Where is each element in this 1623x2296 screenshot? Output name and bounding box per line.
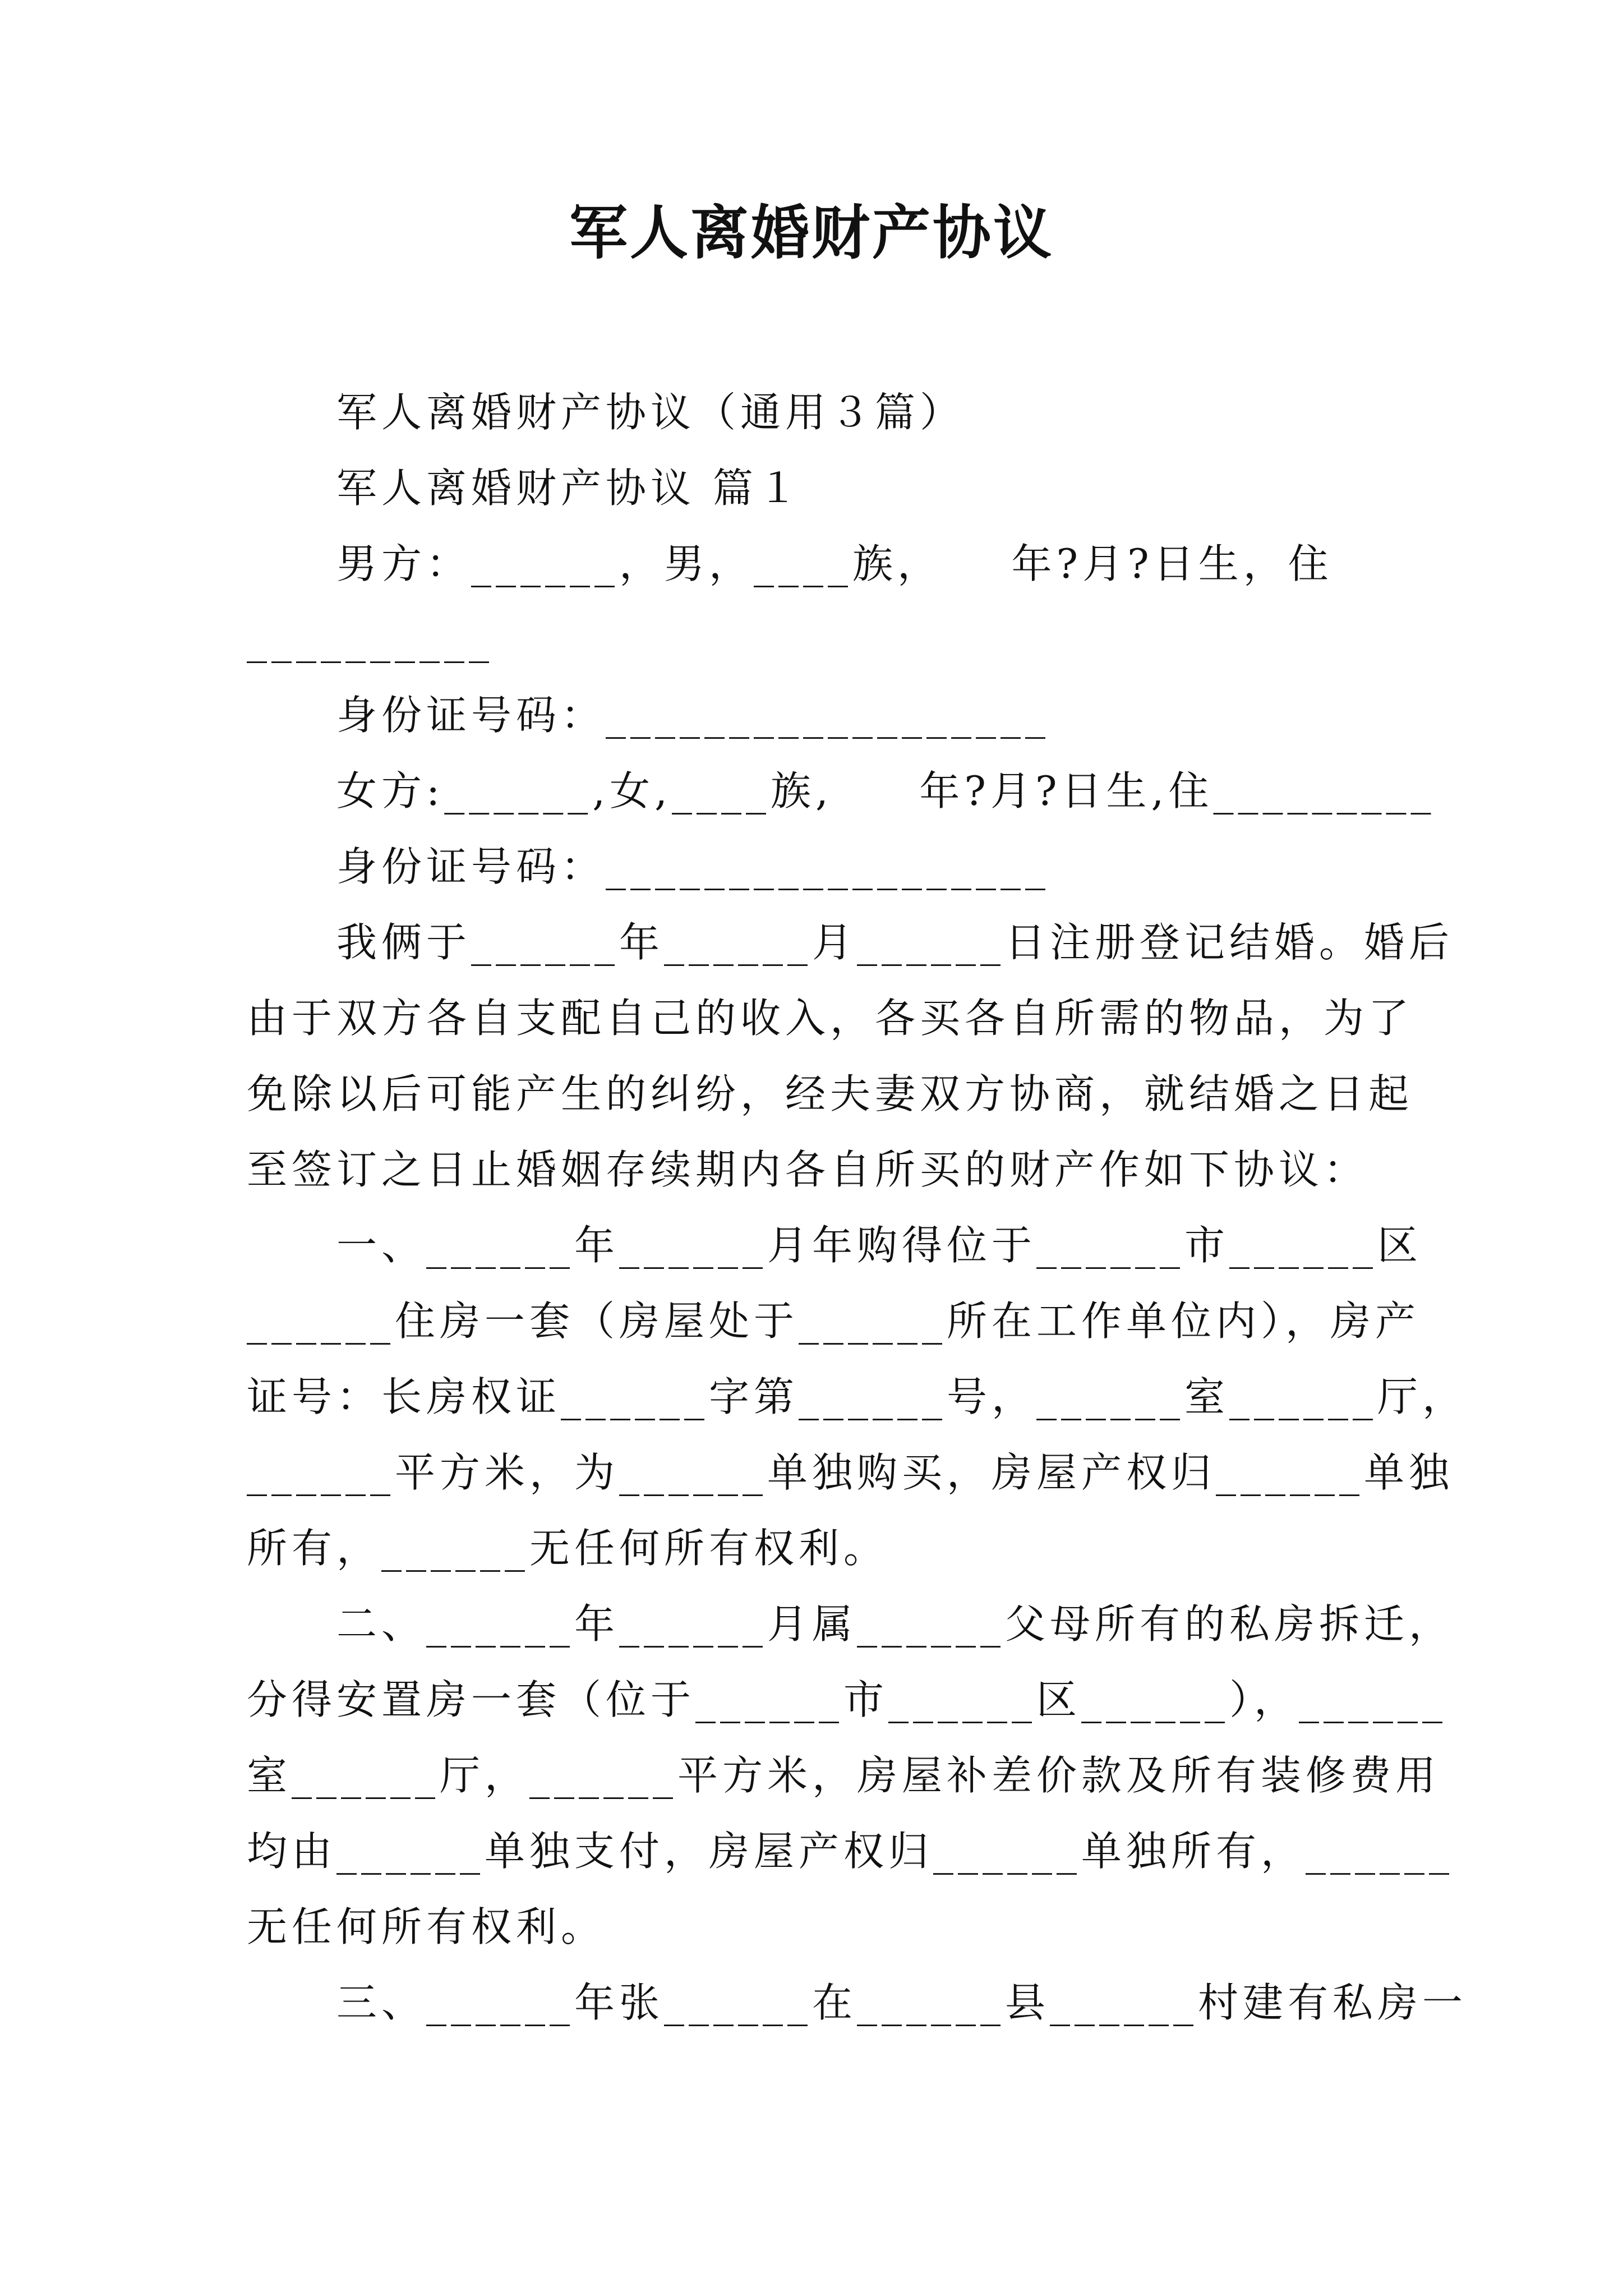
paragraph-line: 一、______年______月年购得位于______市______区 [336, 1222, 1423, 1269]
paragraph-line: 女方:______,女,____族, 年?月?日生,住_________ [336, 767, 1436, 815]
paragraph-line: 室______厅，______平方米，房屋补差价款及所有装修费用 [247, 1752, 1441, 1799]
paragraph-line: ______平方米，为______单独购买，房屋产权归______单独 [247, 1449, 1454, 1496]
paragraph-line: 二、______年______月属______父母所有的私房拆迁， [336, 1600, 1454, 1648]
paragraph-line: 身份证号码：__________________ [336, 692, 1050, 739]
paragraph-line: 三、______年张______在______县______村建有私房一 [336, 1979, 1468, 2026]
paragraph-line: __________ [247, 616, 494, 663]
section-heading: 军人离婚财产协议 篇１ [336, 464, 803, 512]
paragraph-line: 所有，______无任何所有权利。 [247, 1525, 889, 1572]
document-title: 军人离婚财产协议 [569, 199, 1054, 267]
paragraph-line: 证号：长房权证______字第______号，______室______厅， [247, 1373, 1468, 1420]
paragraph-line: 我俩于______年______月______日注册登记结婚。婚后 [336, 919, 1454, 966]
paragraph-line: 无任何所有权利。 [247, 1903, 606, 1950]
paragraph-line: 身份证号码：__________________ [336, 843, 1050, 890]
subtitle: 军人离婚财产协议（通用３篇） [336, 389, 965, 436]
paragraph-line: ______住房一套（房屋处于______所在工作单位内），房产 [247, 1297, 1421, 1345]
paragraph-line: 均由______单独支付，房屋产权归______单独所有，______ [247, 1828, 1454, 1875]
paragraph-line: 分得安置房一套（位于______市______区______），______ [247, 1676, 1447, 1723]
paragraph-line: 男方：______，男，____族， 年?月?日生，住 [336, 540, 1333, 587]
paragraph-line: 至签订之日止婚姻存续期内各自所买的财产作如下协议： [247, 1146, 1369, 1193]
paragraph-line: 免除以后可能产生的纠纷，经夫妻双方协商，就结婚之日起 [247, 1070, 1414, 1117]
paragraph-line: 由于双方各自支配自己的收入，各买各自所需的物品，为了 [247, 995, 1414, 1042]
